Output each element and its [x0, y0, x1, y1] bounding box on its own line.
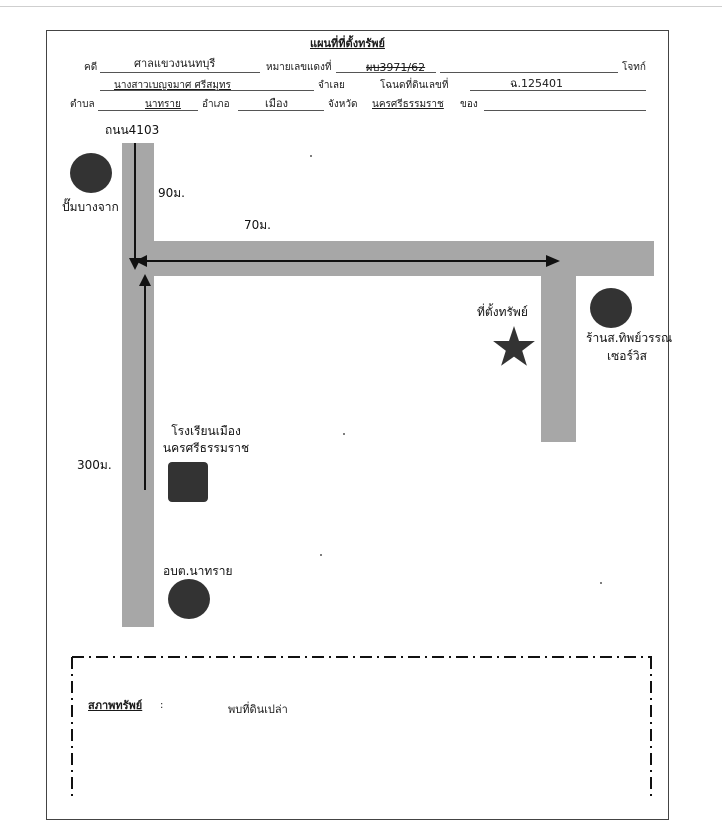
road-name: ถนน4103 — [105, 123, 160, 137]
deed-label: โฉนดที่ดินเลขที่ — [380, 80, 449, 91]
plaintiff-label: โจทก์ — [622, 62, 646, 73]
school-label-line2: นครศรีธรรมราช — [162, 441, 250, 455]
shop-label-line1: ร้านส.ทิพย์วรรณ — [586, 331, 673, 345]
deed-number: ฉ.125401 — [510, 77, 563, 90]
property-label: ที่ตั้งทรัพย์ — [477, 305, 528, 319]
subdistrict: นาทราย — [145, 99, 181, 110]
condition-colon: : — [160, 700, 164, 711]
red-number-label: หมายเลขแดงที่ — [266, 62, 332, 73]
tao-label: อบต.นาทราย — [163, 564, 233, 578]
province-label: จังหวัด — [328, 99, 358, 110]
condition-label: สภาพทรัพย์ — [88, 699, 143, 712]
shop-label-line2: เซอร์วิส — [607, 349, 647, 363]
distance-90: 90ม. — [158, 186, 185, 200]
province: นครศรีธรรมราช — [372, 99, 444, 110]
owner-label: ของ — [460, 99, 478, 110]
subdistrict-label: ตำบล — [70, 99, 95, 110]
district: เมือง — [265, 97, 288, 110]
district-label: อำเภอ — [202, 99, 230, 110]
case-label: คดี — [84, 62, 98, 73]
condition-value: พบที่ดินเปล่า — [228, 703, 288, 716]
school-label-line1: โรงเรียนเมือง — [171, 424, 241, 438]
defendant-name: นางสาวเบญจมาศ ศรีสมุทร — [114, 80, 231, 91]
form-title: แผนที่ที่ตั้งทรัพย์ — [310, 37, 385, 50]
court-name: ศาลแขวงนนทบุรี — [134, 57, 216, 70]
gas-station-label: ปั๊มบางจาก — [62, 200, 119, 214]
red-number: ผบ3971/62 — [366, 61, 426, 74]
defendant-label: จำเลย — [318, 80, 345, 91]
distance-300: 300ม. — [77, 458, 112, 472]
distance-70: 70ม. — [244, 218, 271, 232]
